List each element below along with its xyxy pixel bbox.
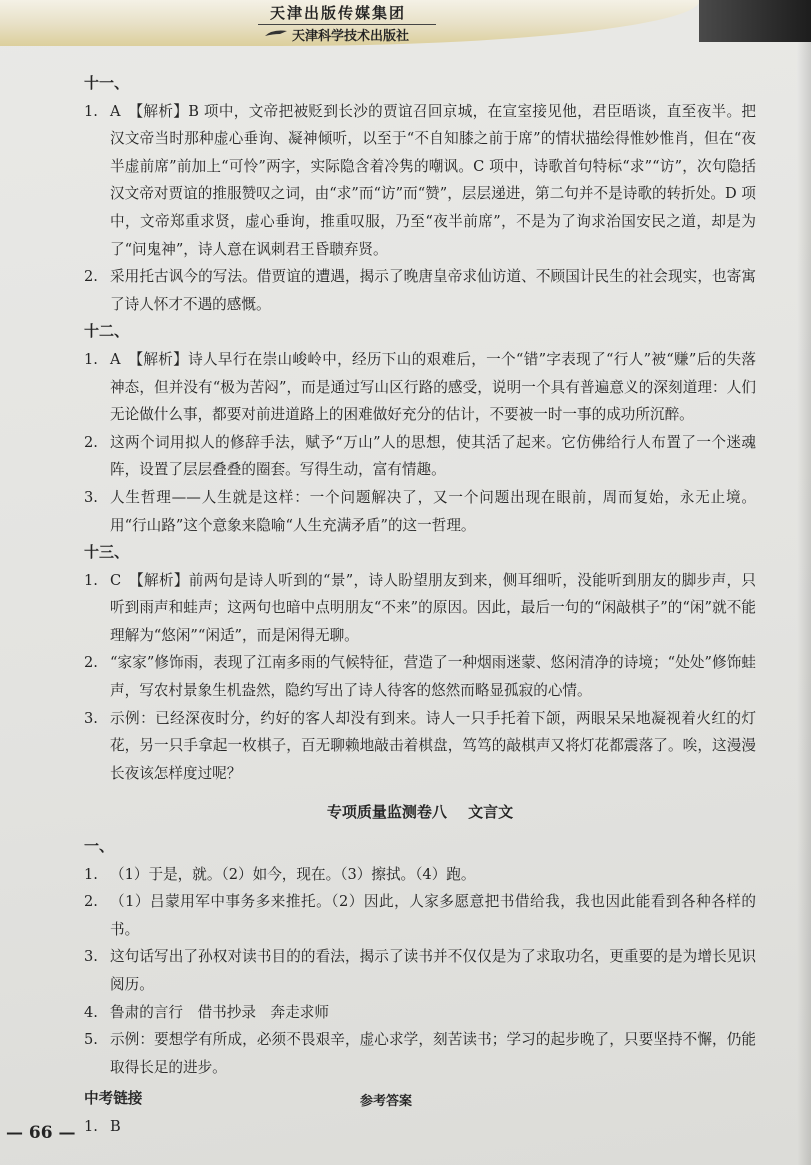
section-12 [84,318,756,539]
page-shadow [797,42,811,1165]
answer-item [84,1113,756,1141]
item-text: 这两个词用拟人的修辞手法，赋予“万山”人的思想，使其活了起来。它仿佛给行人布置了一个迷魂阵，设置了层层叠叠的圈套。写得生动，富有情趣。 [110,433,756,479]
item-number: 3. [84,709,98,727]
page-number: — 66 — [6,1123,76,1143]
answer-item [84,567,756,650]
answer-item [84,346,756,429]
item-number: 2. [84,654,98,672]
answer-item [84,861,756,889]
item-text: A 【解析】诗人早行在崇山峻岭中，经历下山的艰难后，一个“错”字表现了“行人”被“赚”后的失落神态，但并没有“极为苦闷”，而是通过写山区行路的感受，说明一个具有普遍意义的深刻道理：人们无论做什么事，都要对前进道路上的困难做好充分的估计，不要被一时一事的成功所沉醉。 [110,350,756,424]
binder-edge [699,0,811,42]
publisher-name: 天津科学技术出版社 [292,29,410,44]
answer-item [84,263,756,318]
footer-label: 参考答案 [360,1094,413,1109]
item-text: “家家”修饰雨，表现了江南多雨的气候特征，营造了一种烟雨迷蒙、悠闲清净的诗境；“处处”修饰蛙声，写农村景象生机盎然，隐约写出了诗人待客的悠然而略显孤寂的心情。 [110,654,756,700]
item-text: （1）于是，就。（2）如今，现在。（3）擦拭。（4）跑。 [110,865,476,883]
item-text: B [110,1117,121,1135]
answer-item [84,943,756,998]
section-heading: 十一、 [84,74,130,92]
item-number: 4. [84,1003,98,1021]
item-text: 示例：已经深夜时分，约好的客人却没有到来。诗人一只手托着下颌，两眼呆呆地凝视着火红的灯花，另一只手拿起一枚棋子，百无聊赖地敲击着棋盘，笃笃的敲棋声又将灯花都震落了。唉，这漫漫长夜该怎样度过呢？ [110,709,756,782]
item-text: C 【解析】前两句是诗人听到的“景”，诗人盼望朋友到来，侧耳细听，没能听到朋友的脚步声，只听到雨声和蛙声；这两句也暗中点明朋友“不来”的原因。因此，最后一句的“闲敲棋子”的“闲”就不能理解为“悠闲”“闲适”，而是闲得无聊。 [110,571,756,644]
section-heading: 一、 [84,837,115,856]
item-number: 2. [84,893,98,911]
answer-content [84,70,756,1141]
answer-item [84,999,756,1027]
item-text: 这句话写出了孙权对读书目的的看法，揭示了读书并不仅仅是为了求取功名，更重要的是为增长见识阅历。 [110,948,756,993]
answer-item [84,429,756,484]
exam-link-heading: 中考链接 [84,1090,143,1108]
item-number: 3. [84,948,98,966]
exam-link-section [84,1085,756,1140]
item-number: 1. [84,1117,98,1135]
section-11 [84,70,756,318]
section-1 [84,833,756,1081]
item-number: 1. [84,865,98,883]
item-number: 3. [84,488,98,506]
section-heading: 十二、 [84,322,130,341]
publisher-logo-icon [264,28,288,38]
volume-title-sub: 文言文 [468,803,514,822]
item-text: 示例：要想学有所成，必须不畏艰辛，虚心求学，刻苦读书；学习的起步晚了，只要坚持不懈，仍能取得长足的进步。 [110,1031,756,1076]
section-heading: 十三、 [84,543,130,562]
item-text: （1）吕蒙用军中事务多来推托。（2）因此，人家多愿意把书借给我，我也因此能看到各种各样的书。 [110,893,756,938]
item-number: 5. [84,1031,98,1049]
volume-title-main: 专项质量监测卷八 [326,803,447,822]
answer-item [84,888,756,943]
answer-item [84,705,756,788]
item-number: 1. [84,571,98,589]
item-number: 2. [84,433,98,451]
item-text: 采用托古讽今的写法。借贾谊的遭遇，揭示了晚唐皇帝求仙访道、不顾国计民生的社会现实，也寄寓了诗人怀才不遇的感慨。 [110,268,756,313]
answer-item [84,98,756,264]
volume-title [84,799,756,827]
section-13 [84,539,756,787]
item-number: 1. [84,102,98,120]
publisher-group: 天津出版传媒集团 [270,4,407,22]
item-number: 2. [84,268,98,286]
item-text: 鲁肃的言行 借书抄录 奔走求师 [110,1003,329,1021]
item-number: 1. [84,350,98,368]
item-text: 人生哲理——人生就是这样：一个问题解决了，又一个问题出现在眼前，周而复始，永无止境。用“行山路”这个意象来隐喻“人生充满矛盾”的这一哲理。 [110,488,756,534]
item-text: A 【解析】B 项中，文帝把被贬到长沙的贾谊召回京城，在宣室接见他，君臣晤谈，直至夜半。把汉文帝当时那种虚心垂询、凝神倾听，以至于“不自知膝之前于席”的情状描绘得惟妙惟肖，但在“夜半虚前席”前加上“可怜”两字，实际隐含着冷隽的嘲讽。C 项中，诗歌首句特标“求”“访”，次句隐括汉文帝对贾谊的推服赞叹之词，由“求”而“访”而“赞”，层层递进，第二句并不是诗歌的转折处。D 项中，文帝郑重求贤，虚心垂询，推重叹服，乃至“夜半前席”，不是为了询求治国安民之道，却是为了“问鬼神”，诗人意在讽刺君王昏聩弃贤。 [110,102,756,258]
answer-item [84,1026,756,1081]
answer-item [84,649,756,704]
answer-item [84,484,756,539]
